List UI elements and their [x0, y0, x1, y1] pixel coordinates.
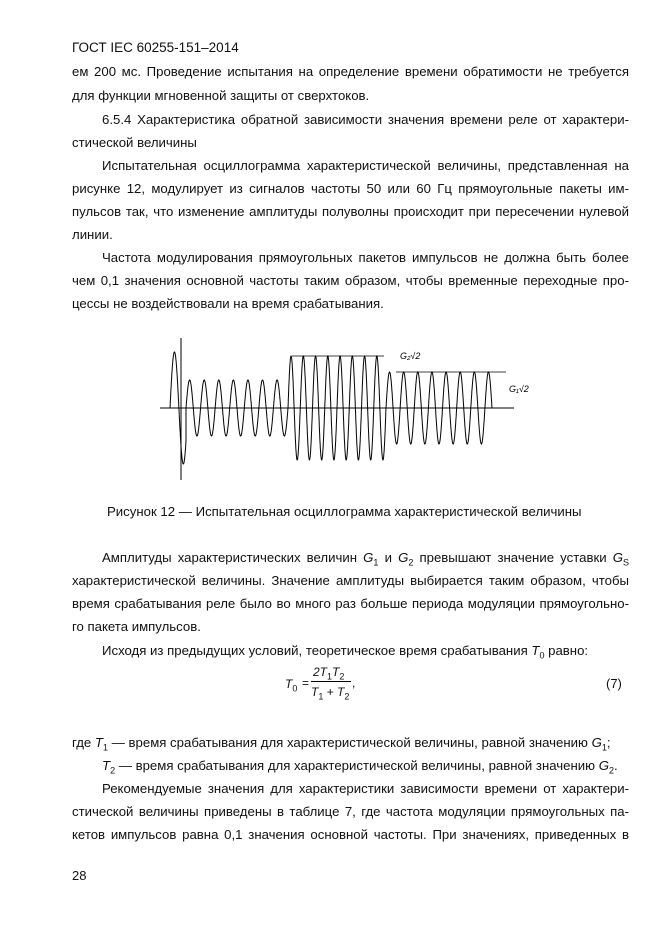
formula-equals: =	[302, 676, 310, 690]
document-header: ГОСТ IEC 60255-151–2014	[72, 40, 239, 55]
g1-label: G₁√2	[509, 384, 529, 394]
where-line-t1: где $T_1$ — время срабатывания для характеристической величины, равной значению $G_1$;	[72, 735, 611, 753]
formula-lhs: $T_0$	[285, 677, 298, 694]
section-heading-line: стической величины	[72, 135, 197, 150]
body-line: пульсов так, что изменение амплитуды полуволны происходит при пересечении нулевой	[72, 204, 629, 219]
equation-number: (7)	[606, 676, 622, 691]
body-line: рисунке 12, модулирует из сигналов частоты 50 или 60 Гц прямоугольные пакеты им-	[72, 181, 629, 196]
body-line: цессы не воздействовали на время срабатывания.	[72, 296, 384, 311]
body-line: ем 200 мс. Проведение испытания на определение времени обратимости не требуется	[72, 64, 629, 79]
where-line-t2: $T_2$ — время срабатывания для характеристической величины, равной значению $G_2$.	[102, 758, 618, 776]
body-line: кетов импульсов равна 0,1 значения основной частоты. При значениях, приведенных в	[72, 827, 629, 842]
page-number: 28	[72, 868, 87, 883]
oscillogram-figure	[150, 330, 550, 490]
section-heading-line: 6.5.4 Характеристика обратной зависимости значения времени реле от характери-	[102, 112, 629, 127]
body-line: чем 0,1 значения основной частоты таким образом, чтобы временные переходные про-	[72, 273, 629, 288]
formula-comma: ,	[352, 676, 356, 690]
fraction-bar	[311, 681, 351, 682]
body-line: Амплитуды характеристических величин $G_1$ и $G_2$ превышают значение уставки $G_S$	[102, 550, 629, 568]
figure-caption: Рисунок 12 — Испытательная осциллограмма характеристической величины	[107, 504, 582, 519]
amplitude-reference-lines	[292, 356, 506, 372]
body-line: Частота модулирования прямоугольных пакетов импульсов не должна быть более	[102, 250, 629, 265]
formula-numerator: $2T_1T_2$	[313, 665, 345, 682]
body-line: характеристической величины. Значение амплитуды выбирается таким образом, чтобы	[72, 573, 629, 588]
body-line: Испытательная осциллограмма характеристической величины, представленная на	[102, 158, 629, 173]
body-line: го пакета импульсов.	[72, 619, 201, 634]
g2-label: G₂√2	[400, 351, 421, 361]
body-line: время срабатывания реле было во много раз больше периода модуляции прямоугольно-	[72, 596, 629, 611]
body-line: Исходя из предыдущих условий, теоретическое время срабатывания $T_0$ равно:	[102, 643, 589, 661]
body-line: для функции мгновенной защиты от сверхтоков.	[72, 88, 370, 103]
body-line: стической величины приведены в таблице 7, где частота модуляции прямоугольных па-	[72, 804, 629, 819]
formula-denominator: $T_1 + T_2$	[311, 685, 350, 702]
body-line: Рекомендуемые значения для характеристики зависимости времени от характери-	[102, 781, 629, 796]
body-line: линии.	[72, 227, 113, 242]
